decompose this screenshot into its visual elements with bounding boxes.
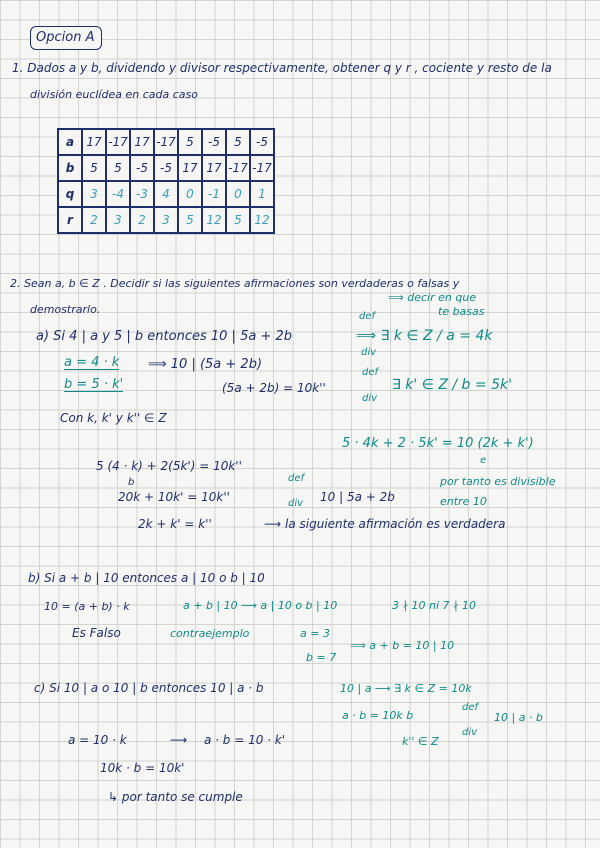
- row-label: q: [58, 181, 82, 207]
- table-cell: -5: [250, 129, 274, 155]
- row-label: r: [58, 207, 82, 233]
- qb-result: ⟹ a + b = 10 | 10: [350, 639, 455, 652]
- q2-note: ⟹ decir en que: [388, 291, 477, 304]
- qa-sum-expr: (5a + 2b) = 10k'': [222, 381, 326, 395]
- qa-b-eq: b = 5 · k': [64, 377, 124, 392]
- qc-teal-div: div: [462, 727, 478, 738]
- qc-teal-res: 10 | a · b: [494, 711, 543, 724]
- qc-eq3: 10k · b = 10k': [100, 761, 185, 775]
- row-label: a: [58, 129, 82, 155]
- table-cell: 5: [106, 155, 130, 181]
- table-cell: 12: [250, 207, 274, 233]
- table-cell: -5: [130, 155, 154, 181]
- table-cell: 17: [202, 155, 226, 181]
- qa-def1-expr: ⟹ ∃ k ∈ Z / a = 4k: [356, 328, 493, 344]
- q2-line2: demostrarlo.: [30, 303, 101, 316]
- qc-eq1: a = 10 · k: [68, 733, 127, 747]
- table-cell: -5: [202, 129, 226, 155]
- qa-def2-label: def: [362, 367, 379, 378]
- table-row: [58, 155, 274, 181]
- q2-line1: 2. Sean a, b ∈ Z . Decidir si las siguientes afirmaciones son verdaderas o falsas y: [10, 277, 460, 290]
- table-cell: 0: [226, 181, 250, 207]
- table-cell: 3: [154, 207, 178, 233]
- table-cell: 0: [178, 181, 202, 207]
- table-cell: 2: [82, 207, 106, 233]
- table-row: [58, 181, 274, 207]
- qc-arrow: ⟶: [170, 733, 188, 747]
- table-cell: -17: [154, 129, 178, 155]
- qa-a-eq: a = 4 · k: [64, 355, 120, 370]
- qb-a-val: a = 3: [300, 627, 330, 640]
- qc-conclusion: ↳ por tanto se cumple: [108, 790, 243, 804]
- row-label: b: [58, 155, 82, 181]
- table-row: [58, 207, 274, 233]
- qc-teal1: 10 | a ⟶ ∃ k ∈ Z = 10k: [340, 682, 472, 695]
- table-cell: -4: [106, 181, 130, 207]
- qb-counter-note: 3 ∤ 10 ni 7 ∤ 10: [392, 599, 476, 612]
- table-cell: 1: [250, 181, 274, 207]
- qa-def1-label: def: [359, 311, 376, 322]
- table-cell: 3: [82, 181, 106, 207]
- qa-conclusion1: por tanto es divisible: [440, 475, 556, 488]
- qb-false: Es Falso: [72, 626, 121, 640]
- qb-counter: contraejemplo: [170, 627, 250, 640]
- table-cell: -17: [250, 155, 274, 181]
- q1-line2: división euclídea en cada caso: [30, 88, 198, 101]
- qa-def3-div: div: [288, 498, 304, 509]
- table-cell: 2: [130, 207, 154, 233]
- qc-eq2: a · b = 10 · k': [204, 733, 286, 747]
- qc-teal2: a · b = 10k b: [342, 709, 414, 722]
- euclid-table: [57, 128, 275, 234]
- qb-b-val: b = 7: [306, 651, 337, 664]
- qa-conclusion2: entre 10: [440, 495, 487, 508]
- qa-def3-label: def: [288, 473, 305, 484]
- qb-teal-impl: a + b | 10 ⟶ a | 10 o b | 10: [183, 599, 338, 612]
- table-row: [58, 129, 274, 155]
- table-cell: -17: [226, 155, 250, 181]
- table-cell: 17: [130, 129, 154, 155]
- qa-with: Con k, k' y k'' ∈ Z: [60, 411, 167, 425]
- table-cell: 17: [178, 155, 202, 181]
- qa-def2-expr: ∃ k' ∈ Z / b = 5k': [392, 377, 512, 393]
- qc-teal3: k'' ∈ Z: [402, 735, 439, 748]
- table-cell: 17: [82, 129, 106, 155]
- table-cell: 5: [82, 155, 106, 181]
- table-cell: 5: [178, 207, 202, 233]
- qb-statement: b) Si a + b | 10 entonces a | 10 o b | 10: [28, 571, 265, 585]
- qa-statement: a) Si 4 | a y 5 | b entonces 10 | 5a + 2b: [36, 329, 292, 344]
- table-cell: 5: [226, 207, 250, 233]
- qa-result: ⟶ la siguiente afirmación es verdadera: [264, 517, 506, 531]
- table-cell: 12: [202, 207, 226, 233]
- table-cell: 3: [106, 207, 130, 233]
- qa-work3: 2k + k' = k'': [138, 517, 212, 531]
- qa-work2-res: 10 | 5a + 2b: [320, 490, 395, 504]
- table-cell: -5: [154, 155, 178, 181]
- page-title: Opcion A: [36, 30, 95, 45]
- q1-line1: 1. Dados a y b, dividendo y divisor respectivamente, obtener q y r , cociente y resto de la: [12, 61, 552, 75]
- qa-def2-div: div: [362, 393, 378, 404]
- table-cell: 5: [226, 129, 250, 155]
- qa-work1: 5 (4 · k) + 2(5k') = 10k'': [96, 459, 242, 473]
- qa-work-b: b: [128, 477, 135, 488]
- table-cell: 5: [178, 129, 202, 155]
- qa-arrow-expr: ⟹ 10 | (5a + 2b): [148, 357, 263, 372]
- qc-statement: c) Si 10 | a o 10 | b entonces 10 | a · b: [34, 681, 264, 695]
- table-cell: -3: [130, 181, 154, 207]
- qa-work2: 20k + 10k' = 10k'': [118, 490, 230, 504]
- q2-note2: te basas: [438, 305, 485, 318]
- qa-teal-eq: 5 · 4k + 2 · 5k' = 10 (2k + k'): [342, 436, 534, 451]
- table-cell: -1: [202, 181, 226, 207]
- table-cell: -17: [106, 129, 130, 155]
- qa-teal-e: e: [480, 455, 487, 466]
- qb-eq: 10 = (a + b) · k: [44, 600, 130, 613]
- table-cell: 4: [154, 181, 178, 207]
- qc-teal-def: def: [462, 702, 479, 713]
- qa-def1-div: div: [361, 347, 377, 358]
